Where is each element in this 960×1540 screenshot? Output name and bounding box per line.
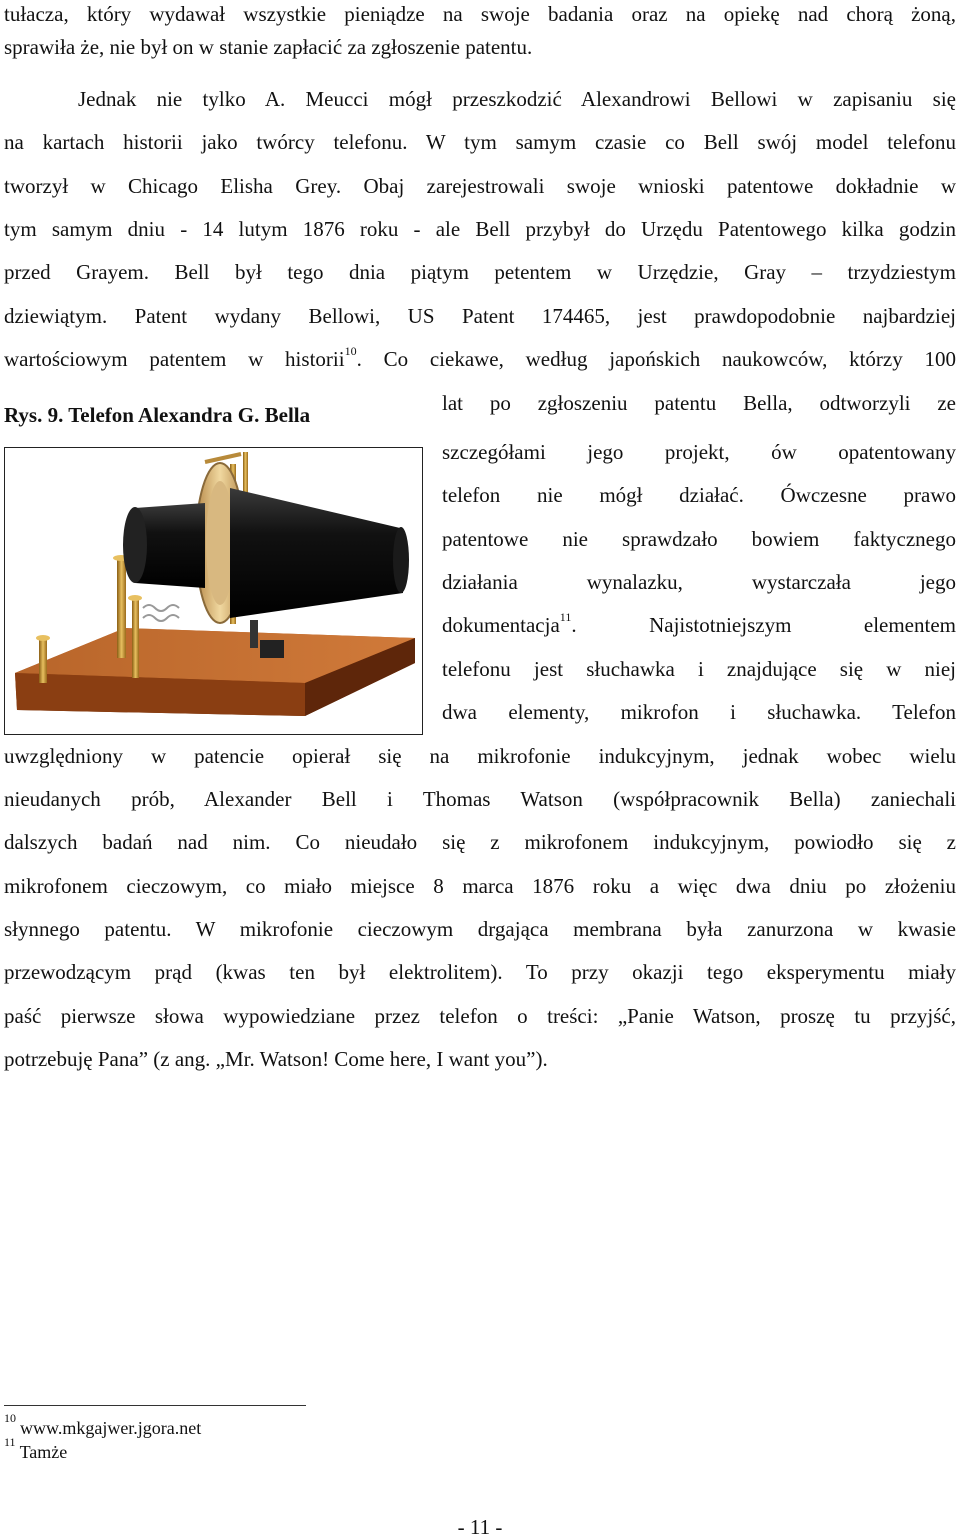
body-line: tułacza, który wydawał wszystkie pieniądze na swoje badania oraz na opiekę nad chorą żoną, xyxy=(4,2,956,26)
body-line: działania wynalazku, wystarczała jego xyxy=(442,570,956,594)
body-line: Jednak nie tylko A. Meucci mógł przeszkodzić Alexandrowi Bellowi w zapisaniu się xyxy=(78,87,956,111)
body-line: na kartach historii jako twórcy telefonu. W tym samym czasie co Bell swój model telefonu xyxy=(4,130,956,154)
footnote-text: www.mkgajwer.jgora.net xyxy=(20,1418,202,1438)
body-line: nieudanych prób, Alexander Bell i Thomas Watson (współpracownik Bella) zaniechali xyxy=(4,787,956,811)
body-line: patentowe nie sprawdzało bowiem faktycznego xyxy=(442,527,956,551)
footnote: $^{10}$ www.mkgajwer.jgora.net xyxy=(4,1411,202,1438)
body-line: tworzył w Chicago Elisha Grey. Obaj zarejestrowali swoje wnioski patentowe dokładnie w xyxy=(4,174,956,198)
footnote: $^{11}$ Tamże xyxy=(4,1435,68,1462)
body-line: paść pierwsze słowa wypowiedziane przez telefon o treści: „Panie Watson, proszę tu przyjść, xyxy=(4,1004,956,1028)
telephone-figure xyxy=(4,447,423,735)
body-line: dalszych badań nad nim. Co nieudało się z mikrofonem indukcyjnym, powiodło się z xyxy=(4,830,956,854)
footnote-ref: 11 xyxy=(559,610,572,624)
bell-telephone-illustration xyxy=(5,448,422,734)
body-line-with-footnote-ref: dokumentacja$^{11}$. Najistotniejszym elementem xyxy=(442,610,956,637)
body-line: lat po zgłoszeniu patentu Bella, odtworzyli ze xyxy=(442,391,956,415)
footnote-text: Tamże xyxy=(19,1442,68,1462)
body-line: szczegółami jego projekt, ów opatentowany xyxy=(442,440,956,464)
body-line: słynnego patentu. W mikrofonie cieczowym drgająca membrana była zanurzona w kwasie xyxy=(4,917,956,941)
body-line: przewodzącym prąd (kwas ten był elektrolitem). To przy okazji tego eksperymentu miały xyxy=(4,960,956,984)
footnote-separator xyxy=(4,1405,306,1406)
body-line: telefon nie mógł działać. Ówczesne prawo xyxy=(442,483,956,507)
body-line: sprawiła że, nie był on w stanie zapłacić za zgłoszenie patentu. xyxy=(4,35,533,59)
body-line: telefonu jest słuchawka i znajdujące się w niej xyxy=(442,657,956,681)
body-line-with-footnote-ref: wartościowym patentem w historii$^{10}$. Co ciekawe, według japońskich naukowców, którzy 100 xyxy=(4,344,956,371)
page-number: - 11 - xyxy=(457,1515,503,1539)
figure-caption: Rys. 9. Telefon Alexandra G. Bella xyxy=(4,403,311,427)
body-line: uwzględniony w patencie opierał się na mikrofonie indukcyjnym, jednak wobec wielu xyxy=(4,744,956,768)
body-line: potrzebuję Pana” (z ang. „Mr. Watson! Come here, I want you”). xyxy=(4,1047,548,1071)
body-line: tym samym dniu - 14 lutym 1876 roku - ale Bell przybył do Urzędu Patentowego kilka godzin xyxy=(4,217,956,241)
body-line: dwa elementy, mikrofon i słuchawka. Telefon xyxy=(442,700,956,724)
body-line: przed Grayem. Bell był tego dnia piątym petentem w Urzędzie, Gray – trzydziestym xyxy=(4,260,956,284)
footnote-ref: 10 xyxy=(344,344,357,358)
body-line: mikrofonem cieczowym, co miało miejsce 8 marca 1876 roku a więc dwa dniu po złożeniu xyxy=(4,874,956,898)
body-line: dziewiątym. Patent wydany Bellowi, US Patent 174465, jest prawdopodobnie najbardziej xyxy=(4,304,956,328)
